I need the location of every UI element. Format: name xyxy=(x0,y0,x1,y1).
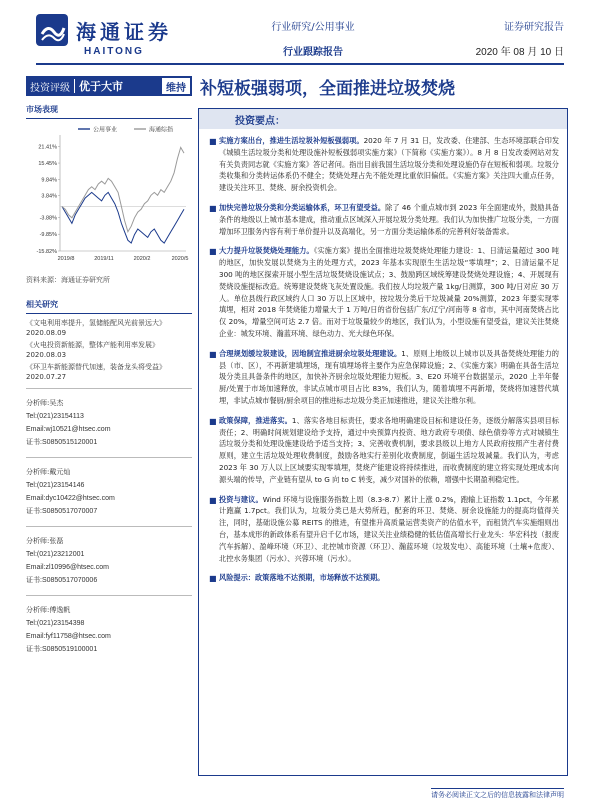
point-body: 除了 46 个重点城市到 2023 年全面建成外，鼓励具备条件的地级以上城市基本建成，推动重点区域深入开展垃圾分类处理。我们认为加快推广垃圾分类，一方面增加环卫服务内容有利于单价提升以及高端化，另一方面分类运输体系的完善利好装备需求。 xyxy=(219,202,559,236)
analyst-email[interactable]: Email:fyf11758@htsec.com xyxy=(26,633,111,640)
analyst-tel: Tel:(021)23154398 xyxy=(26,620,85,627)
y-tick-label: 15.45% xyxy=(38,161,57,168)
analyst-tel: Tel:(021)23154146 xyxy=(26,482,85,489)
bullet-icon: ■ xyxy=(209,137,217,146)
bullet-icon: ■ xyxy=(209,349,217,359)
point-lead: 投资与建议。 xyxy=(219,494,263,504)
left-column xyxy=(26,104,192,664)
rating-change: 维持 xyxy=(162,78,190,94)
point-lead: 风险提示：政策落地不达预期，市场释放不达预期。 xyxy=(219,573,385,583)
related-item[interactable]: 《火电投资新能源，整体产能利用率发展》2020.08.03 xyxy=(26,341,159,359)
brand-name-en: HAITONG xyxy=(84,46,144,57)
analyst-email[interactable]: Email:dyc10422@htsec.com xyxy=(26,495,115,502)
points-list xyxy=(199,129,567,584)
rating-value: 优于大市 xyxy=(79,80,123,93)
analyst-card xyxy=(26,457,192,526)
related-research xyxy=(26,299,192,382)
rating-tag xyxy=(26,76,192,96)
bullet-icon: ■ xyxy=(209,495,217,505)
haitong-logo-icon xyxy=(36,14,68,46)
report-title: 补短板强弱项，全面推进垃圾焚烧 xyxy=(200,79,455,99)
analyst-email[interactable]: Email:wj10521@htsec.com xyxy=(26,426,111,433)
chart-source: 资料来源：海通证券研究所 xyxy=(26,276,110,284)
investment-points xyxy=(198,108,568,776)
point-lead: 加快完善垃圾分类和分类运输体系，环卫有望受益。 xyxy=(219,202,386,212)
analyst-name: 分析师:戴元灿 xyxy=(26,468,71,476)
analyst-cert: 证书:S0850517070006 xyxy=(26,577,98,584)
y-tick-label: -9.85% xyxy=(39,232,57,239)
series-line xyxy=(62,147,184,231)
bullet-icon: ■ xyxy=(209,416,217,426)
point-item xyxy=(209,245,559,339)
analyst-list xyxy=(26,388,192,664)
disclaimer-footer: 请务必阅读正文之后的信息披露和法律声明 xyxy=(431,788,564,800)
analyst-email[interactable]: Email:zl10996@htsec.com xyxy=(26,564,109,571)
analyst-card xyxy=(26,595,192,664)
y-tick-label: -15.82% xyxy=(36,249,57,255)
related-item[interactable]: 《文电利用率提升，氢储能配风光前景远大》2020.08.09 xyxy=(26,319,166,337)
point-item xyxy=(209,135,559,194)
related-heading: 相关研究 xyxy=(26,299,192,314)
market-chart-svg xyxy=(26,123,192,271)
related-item[interactable]: 《环卫车新能源替代加速，装备龙头将受益》2020.07.27 xyxy=(26,363,166,381)
y-tick-label: 9.84% xyxy=(41,177,57,184)
x-tick-label: 2019/11 xyxy=(94,256,114,262)
analyst-cert: 证书:S0850515120001 xyxy=(26,439,98,446)
market-heading: 市场表现 xyxy=(26,104,192,119)
series-line xyxy=(62,192,184,243)
header-center xyxy=(258,18,368,58)
related-list xyxy=(26,318,192,382)
point-item xyxy=(209,415,559,486)
x-tick-label: 2020/5 xyxy=(171,256,189,262)
analyst-cert: 证书:S0850519100001 xyxy=(26,646,98,653)
analyst-cert: 证书:S0850517070007 xyxy=(26,508,98,515)
point-lead: 政策保障，推进落实。 xyxy=(219,415,292,425)
analyst-name: 分析师:张磊 xyxy=(26,537,64,545)
x-tick-label: 2020/2 xyxy=(133,256,151,262)
analyst-card xyxy=(26,388,192,457)
analyst-tel: Tel:(021)23154113 xyxy=(26,413,84,420)
bullet-icon: ■ xyxy=(209,247,217,257)
legend-label: 海通综指 xyxy=(149,126,174,134)
point-body: 1、落实各地目标责任，要求各地明确建设目标和建设任务，逐级分解落实县项目标责任；2、明确时间规划建设给予支持，通过中央预算内投资、地方政府专项债、绿色债券等方式对城镇生活垃圾分类和处理设施建设给予适当支持；3、完善收费机制，要求县级以上地方人民政府按照产生者付费原则，建立生活垃圾处理收费制度，鼓励各地实行差别化收费制度，倒逼生活垃圾减量。我们认为，考虑 2023 年 30 万人以上区域要实现零填埋，焚烧产能建设将持续推进，而收费制度的建立将实现处理成本向源头端的传导，产业链有望从 to G 向 to C 转变，减少对国补的依赖，增强中长期盈利稳定性。 xyxy=(219,415,559,484)
report-type: 证券研究报告 xyxy=(504,22,564,33)
header-divider xyxy=(36,63,564,65)
risk-item xyxy=(209,572,559,584)
analyst-card xyxy=(26,526,192,595)
analyst-tel: Tel:(021)23212001 xyxy=(26,551,85,558)
brand-logo xyxy=(36,14,186,60)
point-lead: 合理规划缓垃圾建设，因地制宜推进厨余垃圾处理建设。 xyxy=(219,348,402,358)
points-heading: 投资要点： xyxy=(199,109,567,129)
point-item xyxy=(209,348,559,407)
point-item xyxy=(209,202,559,237)
market-chart xyxy=(26,123,192,271)
point-lead: 大力提升垃圾焚烧处理能力。 xyxy=(219,246,314,256)
brand-name-cn: 海通证券 xyxy=(76,20,172,44)
y-tick-label: 21.41% xyxy=(38,144,57,151)
point-body: 2020 年 7 月 31 日，发改委、住建部、生态环境部联合印发《城镇生活垃圾分类和处理设施补短板强弱项实施方案》（下简称《实施方案》）。8 月 8 日发改委网站对发有关负责同志就《实施方案》答记者问。指出目前我国生活垃圾分类和处理设施仍存在短板和弱项。垃圾分类收集和分类转运体系仍不健全；焚烧处理占先不能处理比重依旧偏低。《实施方案》关注四大重点任务，建设关注环卫、焚烧、厨余投资机会。 xyxy=(219,136,560,193)
y-tick-label: 3.84% xyxy=(41,193,57,200)
report-date: 2020 年 08 月 10 日 xyxy=(475,47,564,58)
point-body: 1、原则上地级以上城市以及具备焚烧处理能力的县（市、区），不再新建填埋场，现有填埋场将主要作为应急保障设施；2、《实施方案》明确在具备生活垃圾分类且具备条件的地区，加快补齐厨余垃圾处理能力短板。3、E20 环境平台数据显示，2020 上半年餐厨/处置于市场加速释放，非试点城市项目占比 83%，我们认为，随着填埋不再新增，焚烧将加速替代填埋，非试点城市餐厨/厨余项目的推进标志垃圾分类正加速推进，建议关注维尔利。 xyxy=(219,348,559,405)
point-body: Wind 环境与设施服务指数上周（8.3-8.7）累计上涨 0.2%，跑输上证指数 1.1pct，今年累计跑赢 1.7pct。我们认为，垃圾分类已是大势所趋，配套的环卫、焚烧、厨余设施能力的提高均值得关注，同时，基础设施公募 REITS 的推进，有望推升高质量运营类资产的估值水平，而租赁汽车实施细则出台，基本成形的新政体系有望升启千亿市场，建议关注业绩稳健的低估值高增长行业龙头：华宏科技（报废汽车拆解）、盈峰环境（环卫）、北控城市资源（环卫）、瀚蓝环境（垃圾发电）、高能环境（土壤+危废）、北控水务集团（污水）、兴蓉环境（污水）。 xyxy=(219,494,559,563)
x-tick-label: 2019/8 xyxy=(57,256,75,262)
bullet-icon: ■ xyxy=(209,203,217,213)
point-item xyxy=(209,494,559,565)
analyst-name: 分析师:傅逸帆 xyxy=(26,606,71,614)
y-tick-label: -3.88% xyxy=(39,215,57,222)
legend-label: 公用事业 xyxy=(93,126,118,134)
rating-label: 投资评级 xyxy=(30,82,70,94)
analyst-name: 分析师:吴杰 xyxy=(26,399,64,407)
point-body: 《实施方案》提出全面推进垃圾焚烧处理能力建设：1、日清运量超过 300 吨的地区，加快发展以焚烧为主的处理方式，2023 年基本实现原生生活垃圾“零填埋”；2、日清运量不足 300 吨的地区探索开展小型生活垃圾焚烧设施试点；3、鼓励跨区域统筹建设焚烧处理设施；4、开展现有焚烧设施提标改造。统筹建设焚烧飞灰处置设施。我们按人均垃圾产量 1kg/日测算，300 吨/日对应 30 万人。单位县级行政区域约人口 30 万以上区域中，按垃圾分类后干垃圾减量 20%测算，2023 年要实现零填埋，相对 2018 年焚烧能力增量大于 1 万吨/日的省份包括广东/辽宁/河南等 8 省市，其中河南焚烧占比仅 20%，增量空间可达 2.7 倍。而对于垃圾量较少的地区，我们认为，小型设施有望受益，建议关注焚烧企业：城发环境、瀚蓝环境、绿色动力、光大绿色环保。 xyxy=(219,246,559,338)
report-kind: 行业跟踪报告 xyxy=(283,47,343,58)
bullet-icon: ■ xyxy=(209,574,217,584)
header-right xyxy=(476,18,564,58)
point-lead: 实施方案出台，推进生活垃圾补短板强弱项。 xyxy=(219,136,364,145)
report-category: 行业研究/公用事业 xyxy=(271,22,355,33)
